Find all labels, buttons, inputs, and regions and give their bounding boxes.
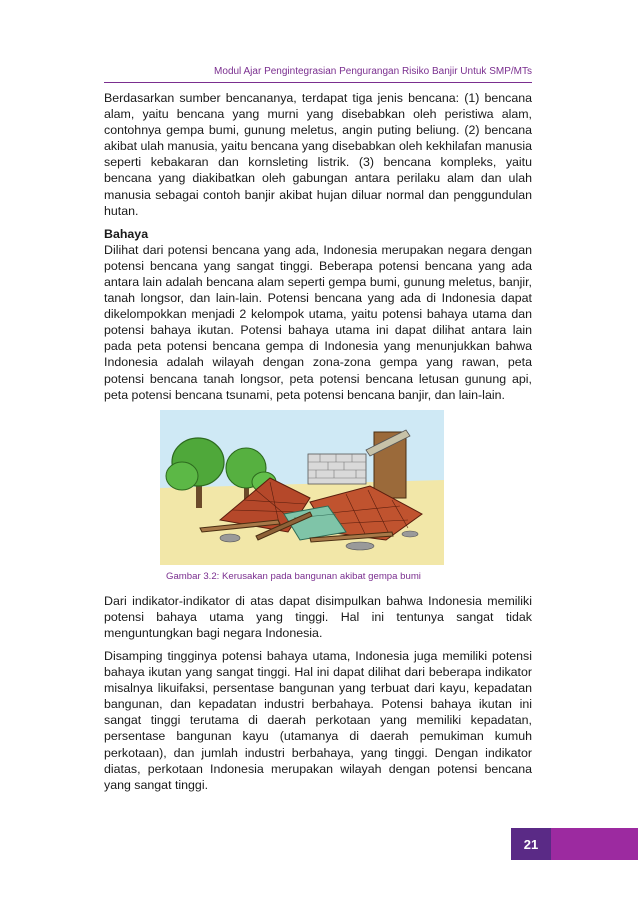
section-title-bahaya: Bahaya (104, 226, 149, 241)
figure-3-2 (160, 410, 444, 583)
main-content (104, 90, 532, 800)
running-header: Modul Ajar Pengintegrasian Pengurangan Risiko Banjir Untuk SMP/MTs (214, 66, 532, 77)
paragraph-intro: Berdasarkan sumber bencananya, terdapat tiga jenis bencana: (1) bencana alam, yaitu bencana yang murni yang disebabkan oleh peristiwa alam, contohnya gempa bumi, gunung meletus, angin puting beliung. (2) bencana akibat ulah manusia, yaitu bencana yang disebabkan oleh kekhilafan manusia seperti kebakaran dan kornsleting listrik. (3) bencana kompleks, yaitu bencana yang diakibatkan oleh gabungan antara perilaku alam dan ulah manusia sebagai contoh banjir akibat hujan diluar normal dan penggundulan hutan. (104, 91, 532, 218)
figure-caption: Gambar 3.2: Kerusakan pada bangunan akibat gempa bumi (166, 570, 421, 582)
footer-band (551, 828, 638, 860)
paragraph-conclusion: Dari indikator-indikator di atas dapat disimpulkan bahwa Indonesia memiliki potensi bahaya utama yang tinggi. Hal ini tentunya sangat tidak menguntungkan bagi negara Indonesia. (104, 593, 532, 640)
paragraph-secondary-hazard: Disamping tingginya potensi bahaya utama, Indonesia juga memiliki potensi bahaya ikutan yang sangat tinggi. Hal ini dapat dilihat dari beberapa indikator misalnya likuifaksi, persentase bangunan yang terbuat dari kayu, kepadatan bangunan, dan kepadatan industri berbahaya. Potensi bahaya ikutan ini sangat tinggi terutama di daerah perkotaan yang memiliki kepadatan, persentase bangunan kayu (utamanya di daerah pemukiman kumuh perkotaan), dan jumlah industri berbahaya, yang tinggi. Dengan indikator diatas, perkotaan Indonesia merupakan wilayah dengan potensi bencana yang sangat tinggi. (104, 648, 532, 792)
header-divider (104, 82, 532, 83)
page-number: 21 (511, 828, 551, 860)
collapsed-house-illustration (160, 410, 444, 565)
paragraph-bahaya: Dilihat dari potensi bencana yang ada, Indonesia merupakan negara dengan potensi bencana yang sangat tinggi. Beberapa potensi bencana yang ada antara lain adalah bencana alam seperti gempa bumi, gunung meletus, banjir, tanah longsor, dan lain-lain. Potensi bencana yang ada di Indonesia dapat dikelompokkan menjadi 2 kelompok utama, yaitu potensi bahaya utama dan potensi bahaya ikutan. Potensi bahaya utama ini dapat dilihat antara lain pada peta potensi bencana gempa di Indonesia yang menunjukkan bahwa Indonesia adalah wilayah dengan zona-zona gempa yang rawan, peta potensi bencana tanah longsor, peta potensi bencana letusan gunung api, peta potensi bencana tsunami, peta potensi bencana banjir, dan lain-lain. (104, 242, 532, 402)
